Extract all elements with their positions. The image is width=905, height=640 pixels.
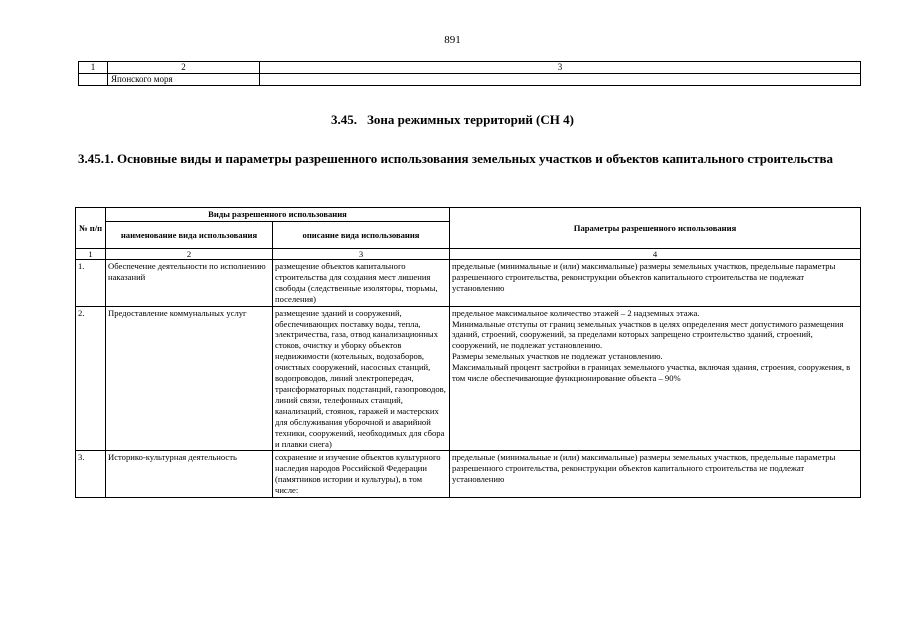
row-number: 1. xyxy=(76,260,106,307)
column-number: 2 xyxy=(106,249,273,260)
header-kind-desc: описание вида использования xyxy=(273,222,450,249)
column-number: 3 xyxy=(273,249,450,260)
zone-title-text: Зона режимных территорий (СН 4) xyxy=(367,112,574,127)
column-number: 4 xyxy=(450,249,861,260)
table-row xyxy=(79,74,861,86)
header-num: № п/п xyxy=(76,208,106,249)
section-title: 3.45.1. Основные виды и параметры разрешенного использования земельных участков и объектов капитального строительства xyxy=(78,151,833,166)
kind-params: предельное максимальное количество этажей – 2 надземных этажа. Минимальные отступы от границ земельных участков в целях определения мест допустимого размещения зданий, строений, сооружений, за пределами которых запрещено строительство зданий, строений, сооружений, не подлежат установлению. Размеры земельных участков не подлежат установлению. Максимальный процент застройки в границах земельного участка, включая здания, строения, сооружения, в том числе обеспечивающие функционирование объекта – 90% xyxy=(450,306,861,451)
continuation-table xyxy=(78,61,861,86)
table-row xyxy=(76,260,861,307)
row-number: 2. xyxy=(76,306,106,451)
page-number: 891 xyxy=(444,34,461,46)
table-column-number-row xyxy=(76,249,861,260)
column-number: 3 xyxy=(260,62,861,74)
table-header-row xyxy=(76,208,861,222)
kind-name: Историко-культурная деятельность xyxy=(106,451,273,498)
kind-params: предельные (минимальные и (или) максимальные) размеры земельных участков, предельные параметры разрешенного строительства, реконструкции объектов капитального строительства не подлежат установлению xyxy=(450,451,861,498)
table-row xyxy=(76,306,861,451)
table-cell xyxy=(260,74,861,86)
column-number: 1 xyxy=(76,249,106,260)
header-params: Параметры разрешенного использования xyxy=(450,208,861,249)
zone-title xyxy=(0,112,905,128)
kind-params: предельные (минимальные и (или) максимальные) размеры земельных участков, предельные параметры разрешенного строительства, реконструкции объектов капитального строительства не подлежат установлению xyxy=(450,260,861,307)
table-cell xyxy=(79,74,108,86)
kind-name: Предоставление коммунальных услуг xyxy=(106,306,273,451)
row-number: 3. xyxy=(76,451,106,498)
header-kind-name: наименование вида использования xyxy=(106,222,273,249)
zone-title-number: 3.45. xyxy=(331,112,358,127)
column-number: 1 xyxy=(79,62,108,74)
column-number: 2 xyxy=(108,62,260,74)
table-row xyxy=(76,451,861,498)
kind-description: сохранение и изучение объектов культурного наследия народов Российской Федерации (памятников истории и культуры), в том числе: xyxy=(273,451,450,498)
kind-name: Обеспечение деятельности по исполнению наказаний xyxy=(106,260,273,307)
table-cell: Японского моря xyxy=(108,74,260,86)
kind-description: размещение зданий и сооружений, обеспечивающих поставку воды, тепла, электричества, газа, отвод канализационных стоков, очистку и уборку объектов недвижимости (котельных, водозаборов, очистных сооружений, насосных станций, водопроводов, линий электропередач, трансформаторных подстанций, газопроводов, линий связи, телефонных станций, канализаций, стоянок, гаражей и мастерских для обслуживания уборочной и аварийной техники, сооружений, необходимых для сбора и плавки снега) xyxy=(273,306,450,451)
header-kinds-group: Виды разрешенного использования xyxy=(106,208,450,222)
kind-description: размещение объектов капитального строительства для создания мест лишения свободы (следственные изоляторы, тюрьмы, поселения) xyxy=(273,260,450,307)
land-use-table xyxy=(75,207,861,498)
table-column-number-row xyxy=(79,62,861,74)
